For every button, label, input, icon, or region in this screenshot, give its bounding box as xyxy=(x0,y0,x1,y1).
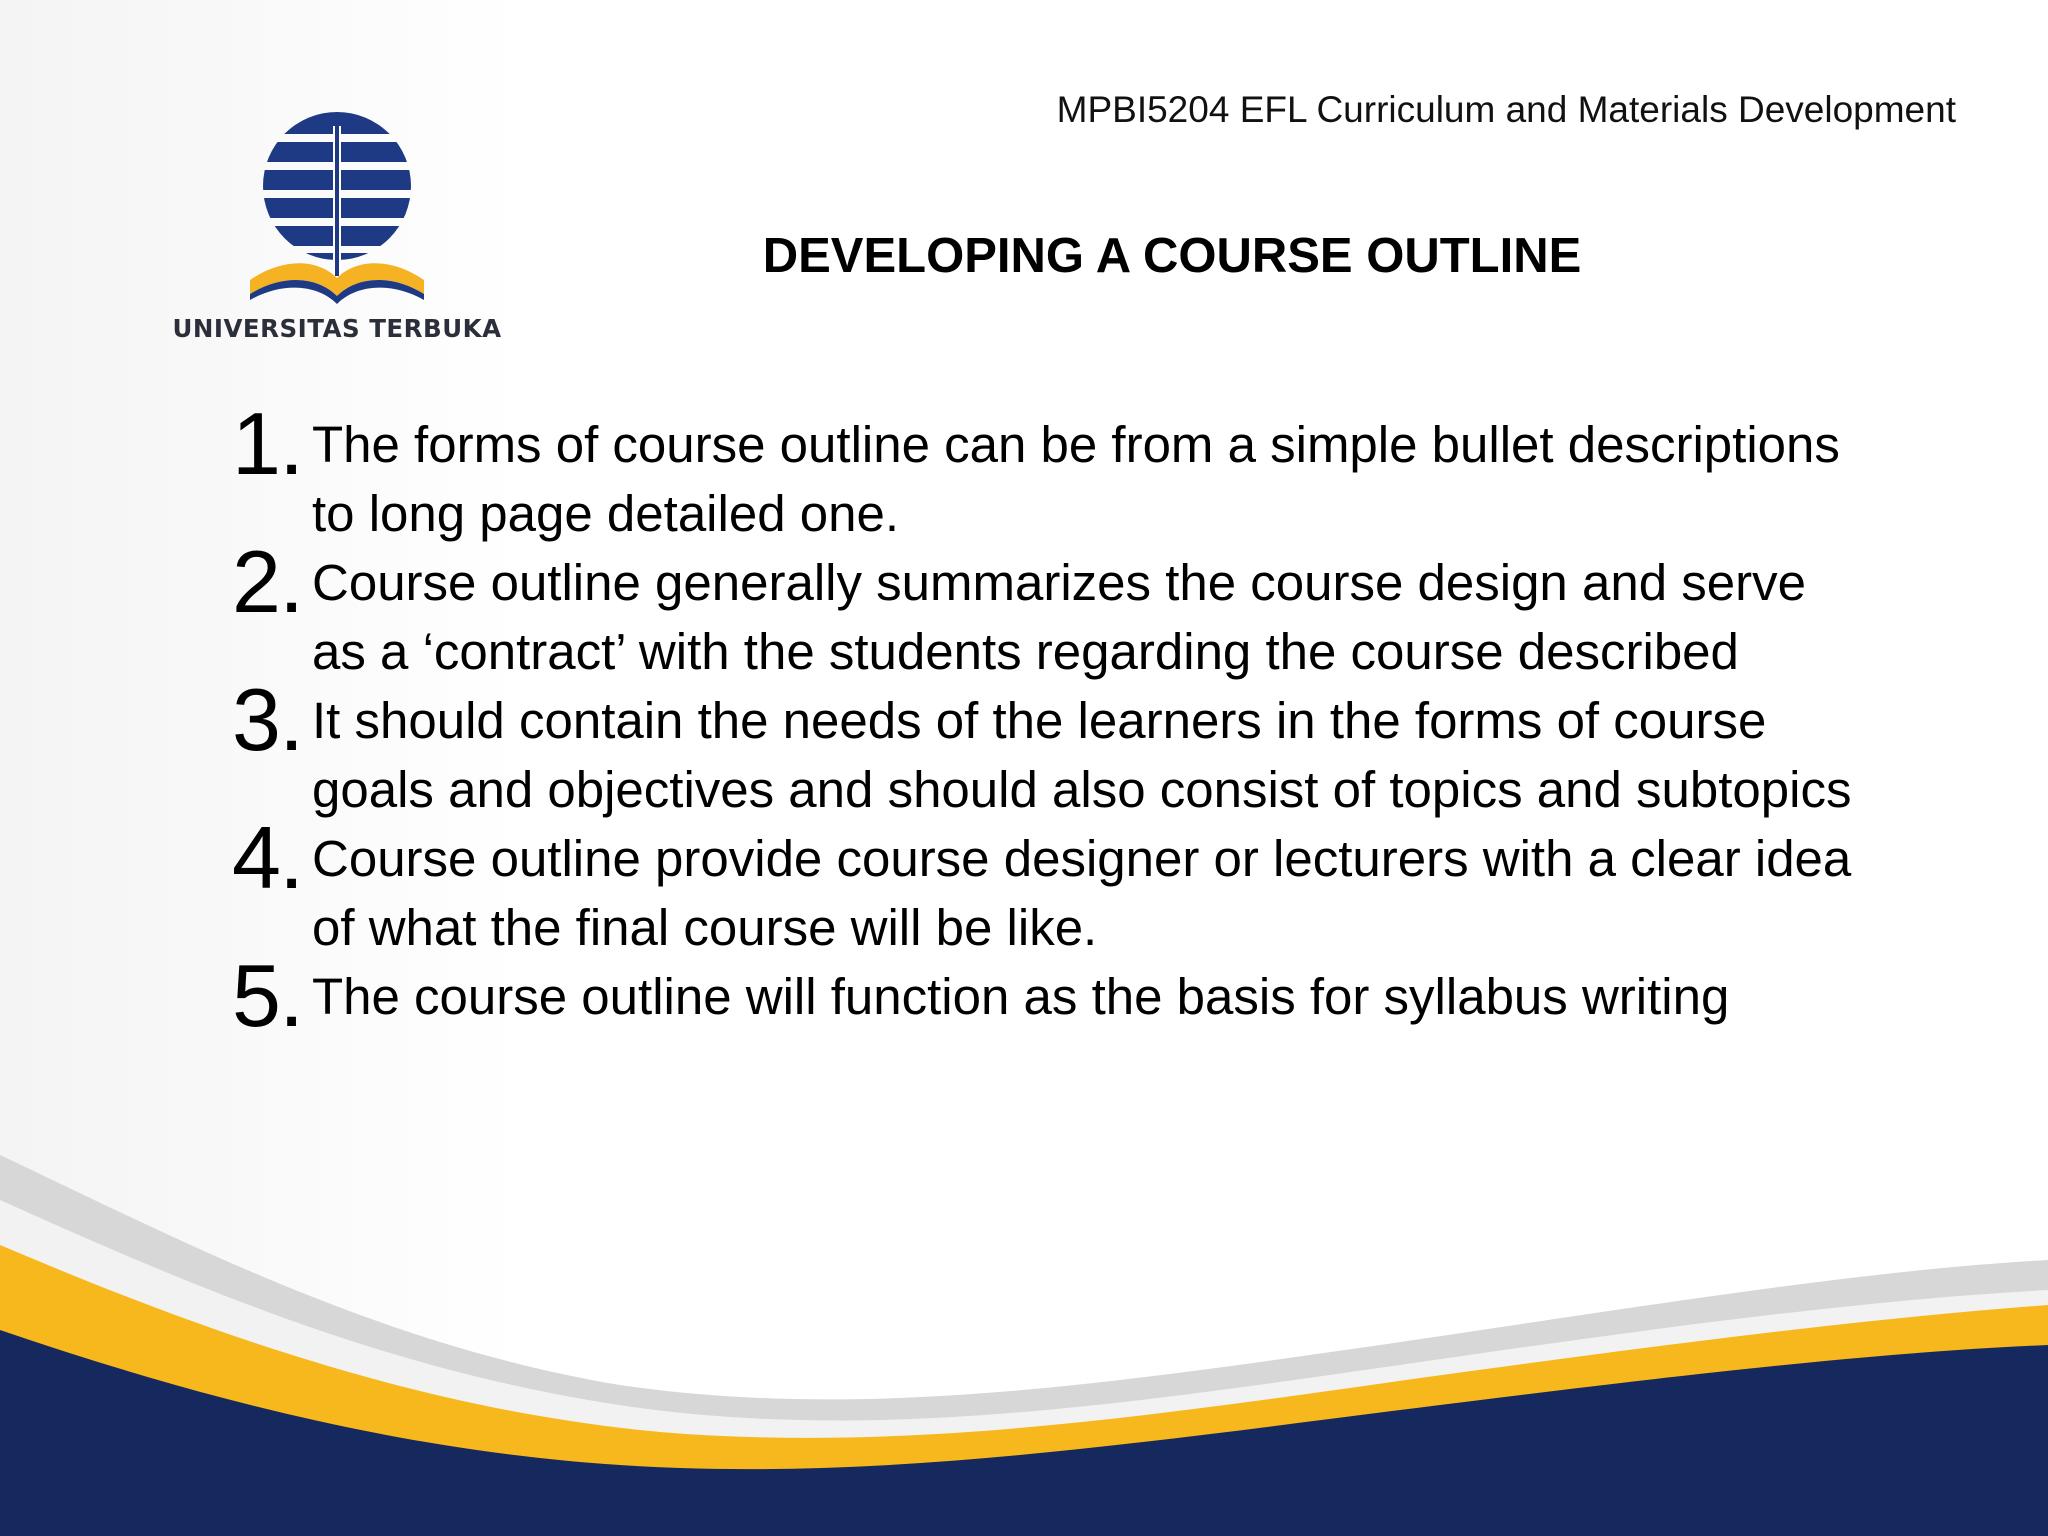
point-number: 1. xyxy=(232,394,301,493)
logo-text: UNIVERSITAS TERBUKA xyxy=(172,314,502,343)
course-outline-points xyxy=(232,394,1872,1045)
universitas-terbuka-emblem-icon xyxy=(242,108,432,308)
university-logo xyxy=(172,108,502,348)
point-number: 2. xyxy=(232,532,301,631)
point-text: The course outline will function as the basis for syllabus writing xyxy=(312,968,1730,1025)
point-text: Course outline provide course designer or lecturers with a clear idea of what the final course will be like. xyxy=(312,830,1852,956)
course-code-header: MPBI5204 EFL Curriculum and Materials Development xyxy=(1056,89,1956,130)
point-text: The forms of course outline can be from a simple bullet descriptions to long page detailed one. xyxy=(312,416,1840,542)
point-text: It should contain the needs of the learners in the forms of course goals and objectives and should also consist of topics and subtopics xyxy=(312,692,1852,818)
slide-title: DEVELOPING A COURSE OUTLINE xyxy=(762,229,1582,283)
list-item xyxy=(232,946,1872,1045)
point-number: 3. xyxy=(232,670,301,769)
point-number: 5. xyxy=(232,946,301,1045)
list-item xyxy=(232,670,1872,824)
list-item xyxy=(232,532,1872,686)
list-item xyxy=(232,808,1872,962)
point-text: Course outline generally summarizes the course design and serve as a ‘contract’ with the students regarding the course described xyxy=(312,554,1806,680)
point-number: 4. xyxy=(232,808,301,907)
list-item xyxy=(232,394,1872,548)
